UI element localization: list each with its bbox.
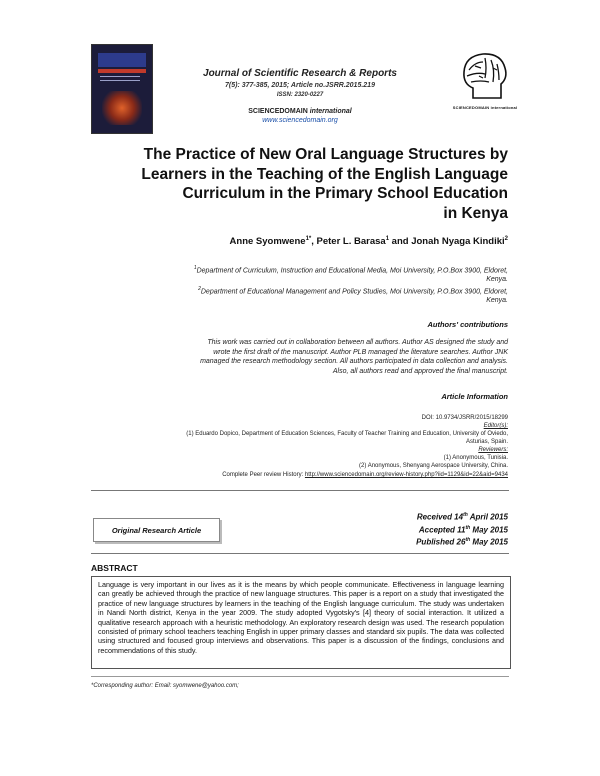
abstract-text: Language is very important in our lives as it is the means by which people communicate. Effectiveness in language learning can greatly be achieved through the practice of new language structures. This paper is a report on a study that investigated the practice of new language structures by learners in the teaching of the English language curriculum. The study was undertaken in Nandi North district, Kenya in the year 2009. The study adopted Vygotsky's [4] theory of social interaction. It utilized a qualitative research approach with a heuristic methodology. An exploratory research design was used. The research population consisted of primary school teachers teaching English in upper primary classes and standard six pupils. The data was collected using structured and focused group interviews and observations. This paper is a discussion of the findings, conclusions and recommendations of this study. [91, 576, 511, 669]
title-line: The Practice of New Oral Language Structures by [143, 146, 508, 163]
author-affiliation-mark: 1 [385, 236, 390, 242]
peer-review-label: Complete Peer review History: [222, 472, 304, 478]
date-rest: April 2015 [467, 512, 508, 522]
editor-line: Asturias, Spain. [465, 439, 508, 445]
author-name: Jonah Nyaga Kindiki [411, 236, 505, 248]
divider [91, 553, 509, 554]
date-ordinal: th [465, 524, 471, 531]
contributions-line: Also, all authors read and approved the final manuscript. [332, 367, 508, 375]
article-title [88, 145, 508, 223]
peer-review-history [222, 472, 508, 478]
corresponding-author-footnote: *Corresponding author: Email: syomwene@yahoo.com; [91, 683, 239, 689]
publisher-logo-icon [455, 48, 515, 104]
date-rest: May 2015 [470, 525, 508, 535]
affiliation-number: 1 [193, 265, 197, 271]
affiliation-number: 2 [198, 286, 201, 292]
article-info-block [186, 414, 508, 470]
journal-issn: ISSN: 2320-0227 [276, 92, 324, 98]
editor-line: (1) Eduardo Dopico, Department of Education Sciences, Faculty of Teacher Training and Education, University of Oviedo, [186, 431, 508, 437]
author-affiliation-mark: 1* [305, 236, 312, 242]
cover-rule [100, 80, 140, 81]
reviewer-line: (2) Anonymous, Shenyang Aerospace University, China. [359, 463, 508, 469]
publisher-website-link[interactable]: www.sciencedomain.org [262, 117, 338, 124]
author-list [230, 236, 508, 247]
publisher-suffix: international [309, 108, 352, 115]
author-affiliation-mark: 2 [504, 236, 508, 242]
affiliation-text: Department of Educational Management and Policy Studies, Moi University, P.O.Box 3900, Eldoret, [200, 288, 508, 296]
date-rest: May 2015 [470, 537, 508, 547]
editors-label: Editor(s): [483, 423, 508, 429]
date-ordinal: th [465, 537, 471, 544]
affiliation [68, 285, 508, 305]
author-name: Anne Syomwene [229, 236, 306, 248]
affiliation [68, 264, 508, 284]
title-line: in Kenya [443, 204, 508, 222]
author-name: Peter L. Barasa [316, 236, 386, 248]
article-info-heading: Article Information [441, 392, 508, 401]
divider [91, 490, 509, 491]
reviewer-line: (1) Anonymous, Tunisia. [443, 455, 508, 461]
abstract-heading: ABSTRACT [91, 563, 138, 573]
publisher-name: SCIENCEDOMAIN [248, 108, 308, 115]
contributions-line: managed the research methodology section. All authors participated in data collection and analysis. [200, 358, 508, 365]
date-received: Received 14 [416, 512, 464, 522]
affiliation-text: Department of Curriculum, Instruction and Educational Media, Moi University, P.O.Box 3900, Eldoret, [196, 267, 508, 275]
journal-title: Journal of Scientific Research & Reports [203, 68, 397, 79]
date-published: Published 26 [416, 537, 466, 547]
doi: DOI: 10.9734/JSRR/2015/18299 [421, 415, 508, 421]
author-separator: and [389, 236, 412, 248]
reviewers-label: Reviewers: [478, 447, 508, 453]
footnote-divider [91, 676, 509, 677]
cover-title-band [98, 53, 146, 67]
title-line: Curriculum in the Primary School Education [182, 185, 508, 202]
contributions-line: wrote the first draft of the manuscript. Author PLB managed the literature searches. Author JNK [213, 348, 508, 356]
contributions-heading: Authors' contributions [427, 320, 508, 329]
affiliation-text: Kenya. [486, 297, 508, 305]
article-dates [416, 510, 508, 548]
contributions-text [78, 338, 508, 376]
title-line: Learners in the Teaching of the English Language [141, 165, 508, 183]
publisher-logo-caption: SCIENCEDOMAIN international [452, 105, 518, 110]
date-ordinal: th [463, 512, 468, 518]
journal-citation: 7(5): 377-385, 2015; Article no.JSRR.2015.219 [225, 82, 375, 89]
peer-review-link[interactable]: http://www.sciencedomain.org/review-history.php?iid=1129&id=22&aid=9434 [304, 472, 508, 478]
affiliation-text: Kenya. [486, 276, 508, 284]
date-accepted: Accepted 11 [418, 525, 466, 535]
article-type-badge: Original Research Article [93, 518, 220, 542]
author-separator: , [311, 236, 317, 248]
contributions-line: This work was carried out in collaboration between all authors. Author AS designed the study and [207, 339, 508, 346]
